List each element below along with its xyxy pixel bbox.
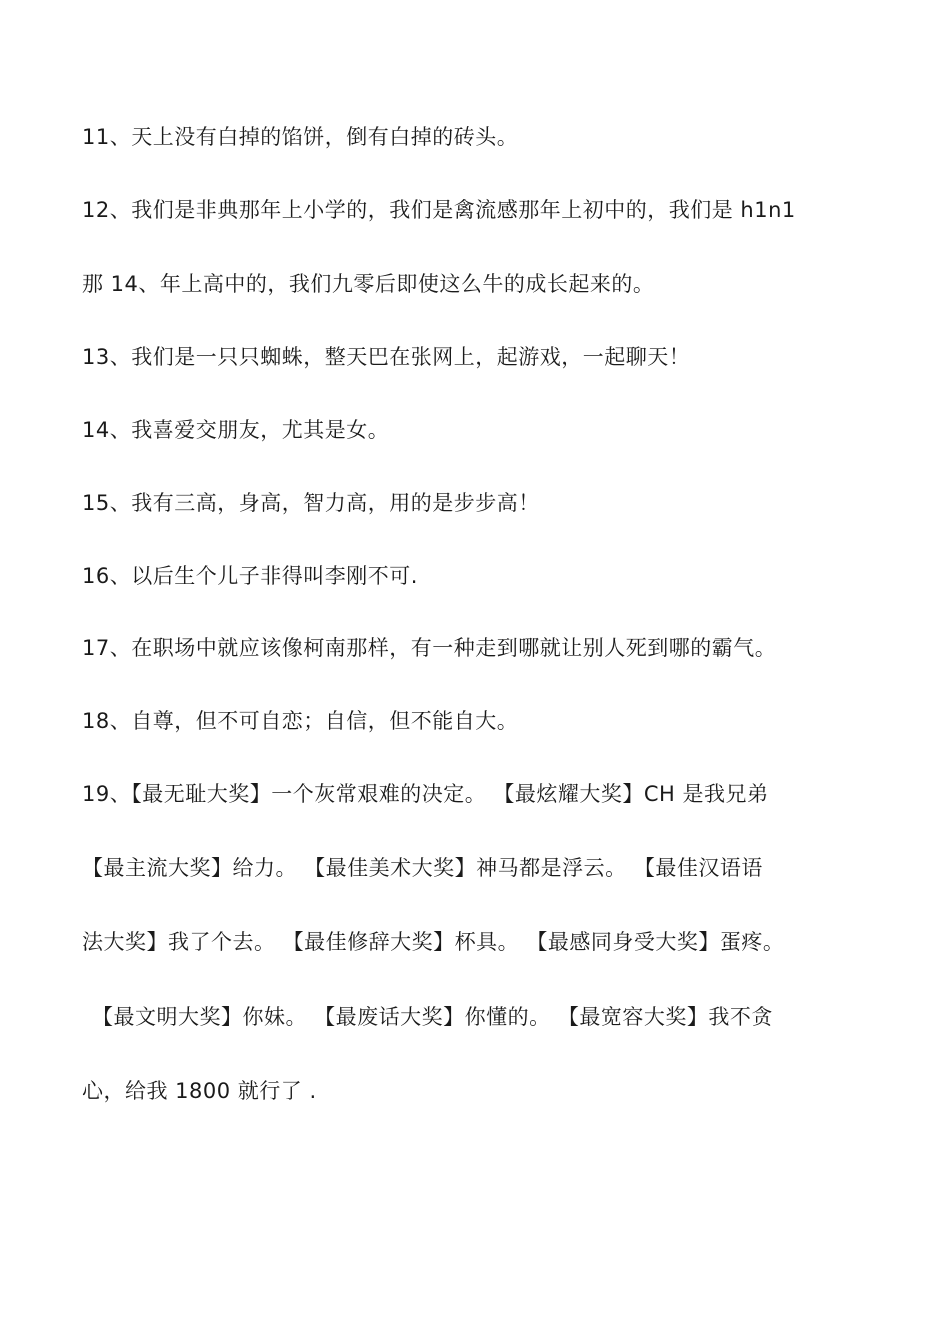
text-line-17: 17、在职场中就应该像柯南那样，有一种走到哪就让别人死到哪的霸气。 (82, 636, 777, 660)
text-line-14: 14、我喜爱交朋友，尤其是女。 (82, 418, 390, 442)
text-line-19: 19、【最无耻大奖】一个灰常艰难的决定。 【最炫耀大奖】CH 是我兄弟 (82, 782, 769, 806)
text-line-12: 12、我们是非典那年上小学的，我们是禽流感那年上初中的，我们是 h1n1 (82, 198, 796, 222)
text-line-16: 16、以后生个儿子非得叫李刚不可. (82, 564, 418, 588)
text-line-19-continued-3: 【最文明大奖】你妹。 【最废话大奖】你懂的。 【最宽容大奖】我不贪 (92, 1005, 773, 1029)
text-line-13: 13、我们是一只只蜘蛛，整天巴在张网上，起游戏，一起聊天！ (82, 345, 691, 369)
text-line-11: 11、天上没有白掉的馅饼，倒有白掉的砖头。 (82, 125, 519, 149)
text-line-18: 18、自尊，但不可自恋；自信，但不能自大。 (82, 709, 519, 733)
text-line-19-continued-4: 心，给我 1800 就行了 . (82, 1079, 317, 1103)
text-line-15: 15、我有三高，身高，智力高，用的是步步高！ (82, 491, 540, 515)
text-line-12-continued: 那 14、年上高中的，我们九零后即使这么牛的成长起来的。 (82, 272, 655, 296)
text-line-19-continued-1: 【最主流大奖】给力。 【最佳美术大奖】神马都是浮云。 【最佳汉语语 (82, 856, 763, 880)
text-line-19-continued-2: 法大奖】我了个去。 【最佳修辞大奖】杯具。 【最感同身受大奖】蛋疼。 (82, 930, 785, 954)
